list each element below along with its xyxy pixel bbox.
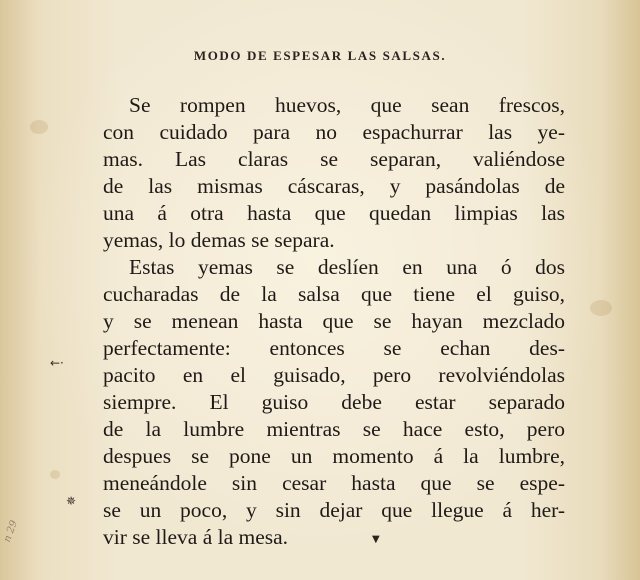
handwritten-note: n 29: [2, 519, 20, 544]
page-title: MODO DE ESPESAR LAS SALSAS.: [193, 48, 447, 63]
text-line: con cuidado para no espachurrar las ye-: [103, 120, 565, 144]
text-line: de la lumbre mientras se hace esto, pero: [103, 417, 565, 441]
text-line: pacito en el guisado, pero revolviéndolas: [103, 363, 565, 387]
text-line: se un poco, y sin dejar que llegue á her-: [103, 498, 565, 522]
text-line: perfectamente: entonces se echan des-: [103, 336, 565, 360]
text-line: cucharadas de la salsa que tiene el guiso,: [103, 282, 565, 306]
text-line: siempre. El guiso debe estar separado: [103, 390, 565, 414]
text-line: Estas yemas se deslíen en una ó dos: [129, 255, 565, 279]
text-line: y se menean hasta que se hayan mezclado: [103, 309, 565, 333]
text-line: Se rompen huevos, que sean frescos,: [129, 93, 565, 117]
text-line: mas. Las claras se separan, valiéndose: [103, 147, 565, 171]
paper-stain: [590, 300, 612, 316]
printer-mark-icon: ▼: [372, 534, 380, 545]
margin-scribble-icon: ✵: [66, 494, 77, 508]
text-line: yemas, lo demas se separa.: [103, 228, 335, 252]
paper-stain: [50, 470, 60, 479]
text-line: vir se lleva á la mesa.: [103, 525, 289, 549]
paper-stain: [30, 120, 48, 134]
text-line: una á otra hasta que quedan limpias las: [103, 201, 565, 225]
text-line: despues se pone un momento á la lumbre,: [103, 444, 565, 468]
recipe-body: [103, 92, 565, 551]
margin-arrow-icon: ←·: [50, 356, 64, 370]
text-line: meneándole sin cesar hasta que se espe-: [103, 471, 565, 495]
text-line: de las mismas cáscaras, y pasándolas de: [103, 174, 565, 198]
